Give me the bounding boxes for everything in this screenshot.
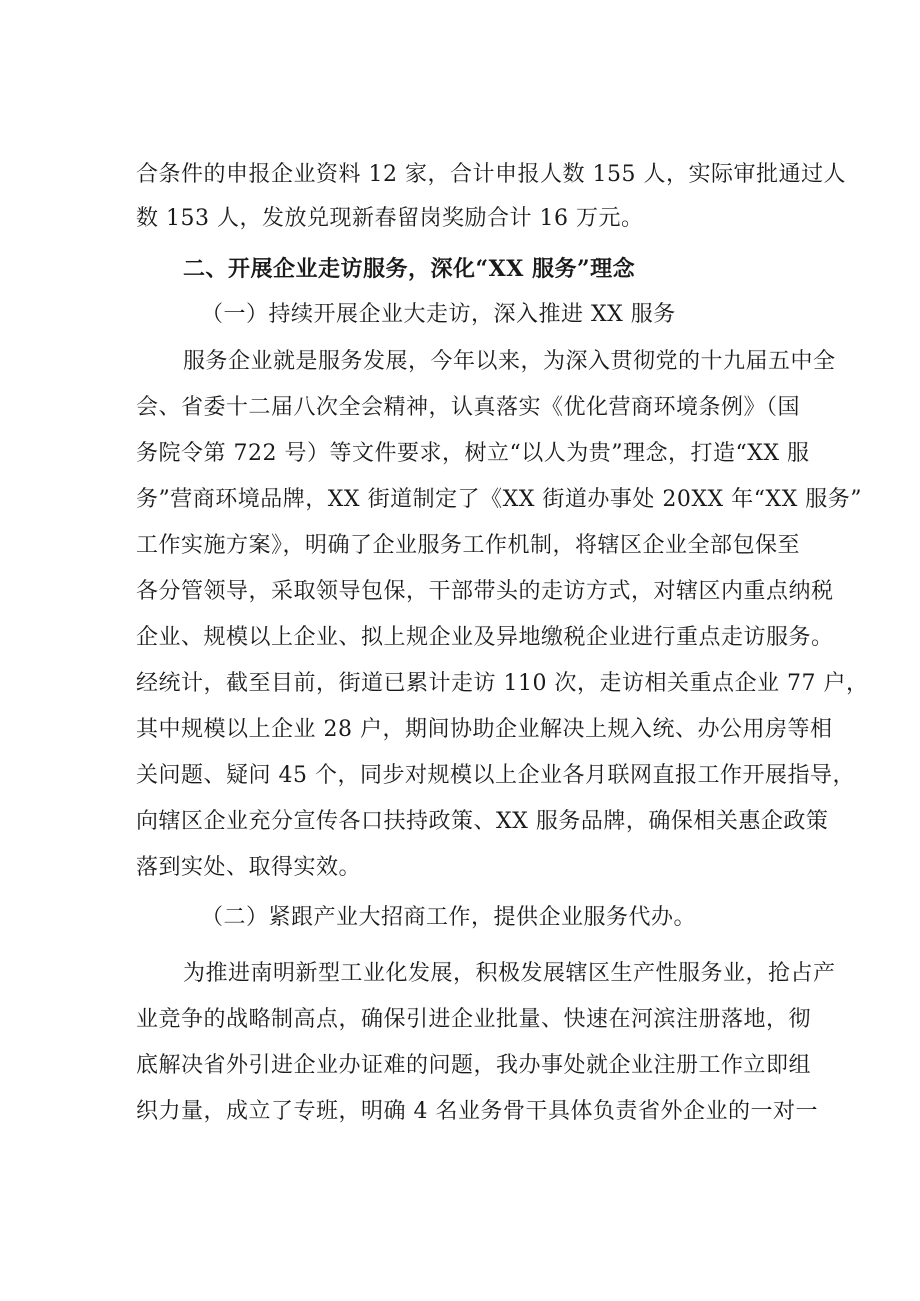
paragraph-line: 关问题、疑问 45 个，同步对规模以上企业各月联网直报工作开展指导， [136,763,855,788]
paragraph-line: 数 153 人，发放兑现新春留岗奖励合计 16 万元。 [136,206,644,231]
paragraph-line: 各分管领导，采取领导包保，干部带头的走访方式，对辖区内重点纳税 [136,579,834,604]
paragraph-line: 合条件的申报企业资料 12 家，合计申报人数 155 人，实际审批通过人 [136,162,846,187]
paragraph-line: 工作实施方案》，明确了企业服务工作机制，将辖区企业全部包保至 [136,533,801,558]
paragraph-line: 经统计，截至目前，街道已累计走访 110 次，走访相关重点企业 77 户， [136,671,869,696]
subsection-heading: （二）紧跟产业大招商工作，提供企业服务代办。 [201,905,697,930]
paragraph-line: 向辖区企业充分宣传各口扶持政策、XX 服务品牌，确保相关惠企政策 [136,809,829,834]
paragraph-line: 其中规模以上企业 28 户，期间协助企业解决上规入统、办公用房等相 [136,717,833,742]
paragraph-line: 企业、规模以上企业、拟上规企业及异地缴税企业进行重点走访服务。 [136,625,834,650]
paragraph-line: 务院令第 722 号）等文件要求，树立“以人为贵”理念，打造“XX 服 [136,441,810,466]
paragraph-line: 为推进南明新型工业化发展，积极发展辖区生产性服务业，抢占产 [183,961,836,986]
paragraph-line: 服务企业就是服务发展，今年以来，为深入贯彻党的十九届五中全 [183,349,836,374]
section-heading: 二、开展企业走访服务，深化“XX 服务”理念 [183,256,636,282]
paragraph-line: 会、省委十二届八次全会精神，认真落实《优化营商环境条例》（国 [136,395,801,420]
paragraph-line: 落到实处、取得实效。 [136,855,362,880]
paragraph-line: 织力量，成立了专班，明确 4 名业务骨干具体负责省外企业的一对一 [136,1099,818,1124]
paragraph-line: 务”营商环境品牌，XX 街道制定了《XX 街道办事处 20XX 年“XX 服务” [136,487,862,512]
paragraph-line: 底解决省外引进企业办证难的问题，我办事处就企业注册工作立即组 [136,1053,812,1078]
paragraph-line: 业竞争的战略制高点，确保引进企业批量、快速在河滨注册落地，彻 [136,1007,812,1032]
subsection-heading: （一）持续开展企业大走访，深入推进 XX 服务 [201,302,676,327]
